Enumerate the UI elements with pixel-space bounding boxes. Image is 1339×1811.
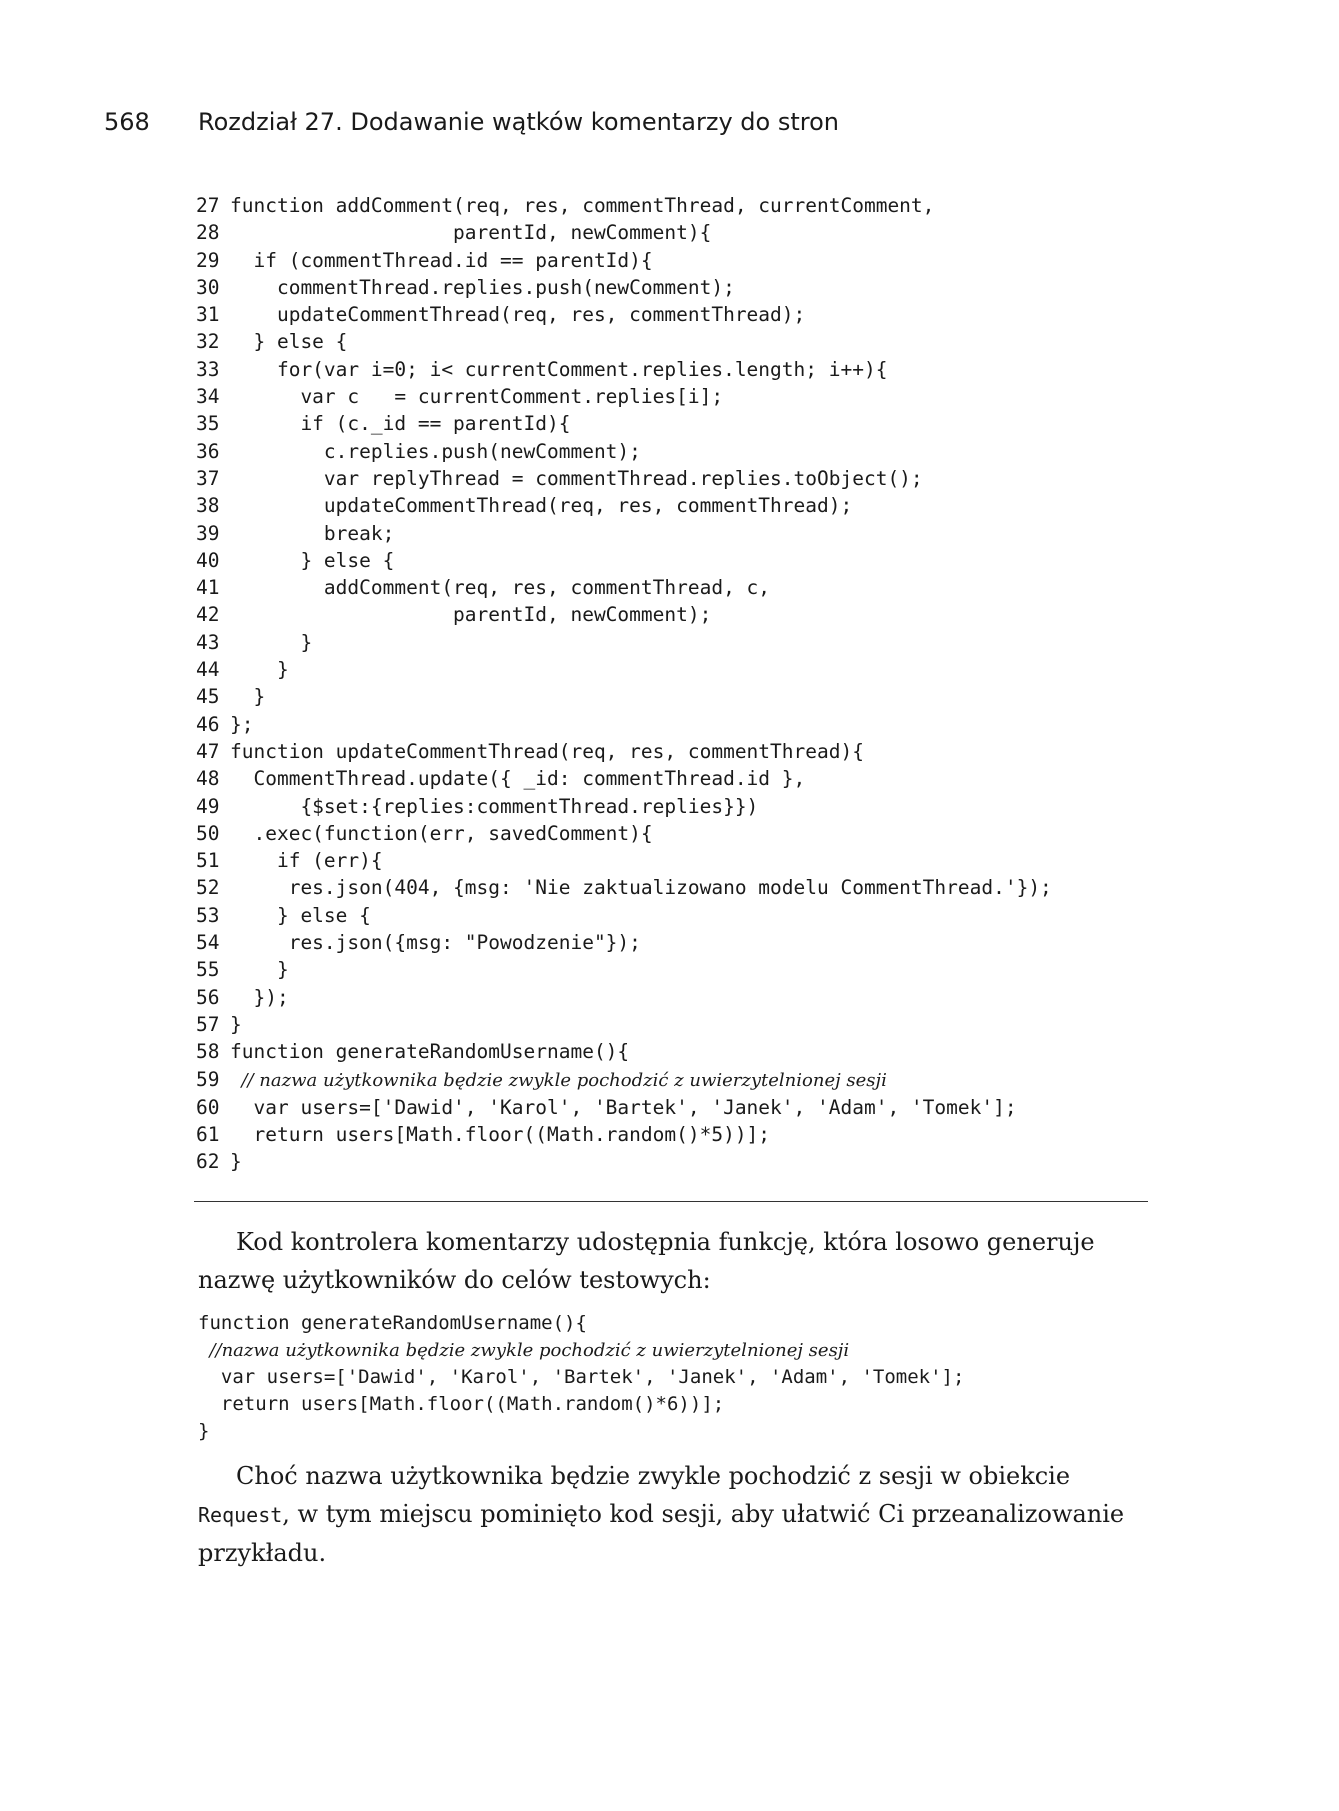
line-number: 30 xyxy=(196,275,220,299)
line-number: 61 xyxy=(196,1123,220,1147)
code-line xyxy=(196,301,1052,328)
code-text: var c = currentComment.replies[i]; xyxy=(230,385,724,409)
line-number: 46 xyxy=(196,712,220,736)
code-text: function generateRandomUsername(){ xyxy=(230,1040,630,1064)
code-text: res.json({msg: "Powodzenie"}); xyxy=(230,931,641,955)
snippet-line: return users[Math.floor((Math.random()*6))]; xyxy=(198,1393,725,1415)
line-number: 52 xyxy=(196,876,220,900)
code-line xyxy=(196,274,1052,301)
code-line xyxy=(196,192,1052,219)
code-text: if (commentThread.id == parentId){ xyxy=(230,248,653,272)
code-line xyxy=(196,465,1052,492)
code-line xyxy=(196,410,1052,437)
code-line xyxy=(196,711,1052,738)
line-number: 59 xyxy=(196,1067,220,1091)
line-number: 43 xyxy=(196,630,220,654)
code-text: var replyThread = commentThread.replies.toObject(); xyxy=(230,466,923,490)
line-number: 36 xyxy=(196,439,220,463)
code-text: }); xyxy=(230,985,289,1009)
code-line xyxy=(196,520,1052,547)
code-text: parentId, newComment){ xyxy=(230,221,712,245)
code-text: } else { xyxy=(230,903,371,927)
code-text: } xyxy=(230,1150,242,1174)
code-text: .exec(function(err, savedComment){ xyxy=(230,821,653,845)
paragraph-intro xyxy=(198,1223,1158,1299)
code-line xyxy=(196,629,1052,656)
code-comment: // nazwa użytkownika będzie zwykle pochodzić z uwierzytelnionej sesji xyxy=(230,1069,887,1091)
line-number: 35 xyxy=(196,412,220,436)
line-number: 33 xyxy=(196,357,220,381)
code-text: res.json(404, {msg: 'Nie zaktualizowano modelu CommentThread.'}); xyxy=(230,876,1052,900)
line-number: 31 xyxy=(196,303,220,327)
code-line xyxy=(196,683,1052,710)
line-number: 62 xyxy=(196,1150,220,1174)
code-text: updateCommentThread(req, res, commentThread); xyxy=(230,494,853,518)
line-number: 60 xyxy=(196,1095,220,1119)
code-text: function updateCommentThread(req, res, commentThread){ xyxy=(230,739,864,763)
code-snippet xyxy=(198,1310,964,1445)
code-text: } xyxy=(230,685,266,709)
code-text: } else { xyxy=(230,548,395,572)
code-text: addComment(req, res, commentThread, c, xyxy=(230,576,771,600)
code-line xyxy=(196,820,1052,847)
paragraph-note-text-start: Choć nazwa użytkownika będzie zwykle pochodzić z sesji w obiekcie xyxy=(236,1462,1071,1490)
line-number: 47 xyxy=(196,739,220,763)
code-line xyxy=(196,902,1052,929)
code-line xyxy=(196,383,1052,410)
line-number: 50 xyxy=(196,821,220,845)
paragraph-note-text-end: , w tym miejscu pominięto kod sesji, aby ułatwić Ci przeanalizowanie przykładu. xyxy=(198,1500,1125,1567)
code-text: break; xyxy=(230,521,395,545)
line-number: 48 xyxy=(196,767,220,791)
line-number: 57 xyxy=(196,1012,220,1036)
code-text: parentId, newComment); xyxy=(230,603,712,627)
code-text: commentThread.replies.push(newComment); xyxy=(230,275,735,299)
code-line xyxy=(196,1066,1052,1094)
code-line xyxy=(196,656,1052,683)
line-number: 27 xyxy=(196,194,220,217)
code-line xyxy=(196,547,1052,574)
code-line xyxy=(196,219,1052,246)
code-line xyxy=(196,438,1052,465)
code-text: } xyxy=(230,958,289,982)
line-number: 55 xyxy=(196,958,220,982)
code-line xyxy=(196,1094,1052,1121)
code-text: } xyxy=(230,1012,242,1036)
code-line xyxy=(196,765,1052,792)
snippet-comment: //nazwa użytkownika będzie zwykle pochodzić z uwierzytelnionej sesji xyxy=(198,1340,850,1361)
code-text: } xyxy=(230,658,289,682)
code-text: }; xyxy=(230,712,254,736)
code-line xyxy=(196,984,1052,1011)
line-number: 44 xyxy=(196,658,220,682)
line-number: 58 xyxy=(196,1040,220,1064)
code-line xyxy=(196,1148,1052,1175)
line-number: 29 xyxy=(196,248,220,272)
code-line xyxy=(196,356,1052,383)
code-text: if (c._id == parentId){ xyxy=(230,412,571,436)
line-number: 49 xyxy=(196,794,220,818)
code-text: if (err){ xyxy=(230,849,383,873)
paragraph-intro-text: Kod kontrolera komentarzy udostępnia funkcję, która losowo generuje nazwę użytkowników do celów testowych: xyxy=(198,1228,1095,1294)
line-number: 45 xyxy=(196,685,220,709)
code-listing xyxy=(196,192,1052,1176)
line-number: 51 xyxy=(196,849,220,873)
code-line xyxy=(196,1011,1052,1038)
code-line xyxy=(196,601,1052,628)
line-number: 40 xyxy=(196,548,220,572)
code-line xyxy=(196,574,1052,601)
line-number: 38 xyxy=(196,494,220,518)
code-text: {$set:{replies:commentThread.replies}}) xyxy=(230,794,759,818)
code-line xyxy=(196,247,1052,274)
code-line xyxy=(196,793,1052,820)
code-text: function addComment(req, res, commentThread, currentComment, xyxy=(230,194,935,217)
code-line xyxy=(196,874,1052,901)
line-number: 54 xyxy=(196,931,220,955)
line-number: 37 xyxy=(196,466,220,490)
running-header xyxy=(104,108,839,136)
line-number: 42 xyxy=(196,603,220,627)
code-text: CommentThread.update({ _id: commentThread.id }, xyxy=(230,767,806,791)
code-line xyxy=(196,1038,1052,1065)
code-line xyxy=(196,929,1052,956)
line-number: 39 xyxy=(196,521,220,545)
code-text: updateCommentThread(req, res, commentThread); xyxy=(230,303,806,327)
inline-code-request: Request xyxy=(198,1503,283,1527)
snippet-line: } xyxy=(198,1420,210,1442)
listing-divider xyxy=(194,1201,1148,1202)
snippet-line: var users=['Dawid', 'Karol', 'Bartek', 'Janek', 'Adam', 'Tomek']; xyxy=(198,1366,965,1388)
page-number: 568 xyxy=(104,108,150,136)
code-line xyxy=(196,738,1052,765)
line-number: 32 xyxy=(196,330,220,354)
code-line xyxy=(196,956,1052,983)
code-text: } else { xyxy=(230,330,348,354)
code-text: return users[Math.floor((Math.random()*5))]; xyxy=(230,1123,771,1147)
chapter-title: Rozdział 27. Dodawanie wątków komentarzy do stron xyxy=(198,108,839,136)
code-text: for(var i=0; i< currentComment.replies.length; i++){ xyxy=(230,357,888,381)
line-number: 34 xyxy=(196,385,220,409)
code-line xyxy=(196,492,1052,519)
code-line xyxy=(196,847,1052,874)
code-line xyxy=(196,328,1052,355)
snippet-line: function generateRandomUsername(){ xyxy=(198,1312,587,1334)
code-text: c.replies.push(newComment); xyxy=(230,439,641,463)
code-text: } xyxy=(230,630,313,654)
line-number: 56 xyxy=(196,985,220,1009)
line-number: 41 xyxy=(196,576,220,600)
code-text: var users=['Dawid', 'Karol', 'Bartek', 'Janek', 'Adam', 'Tomek']; xyxy=(230,1095,1017,1119)
line-number: 53 xyxy=(196,903,220,927)
line-number: 28 xyxy=(196,221,220,245)
paragraph-note xyxy=(198,1457,1158,1572)
code-line xyxy=(196,1121,1052,1148)
